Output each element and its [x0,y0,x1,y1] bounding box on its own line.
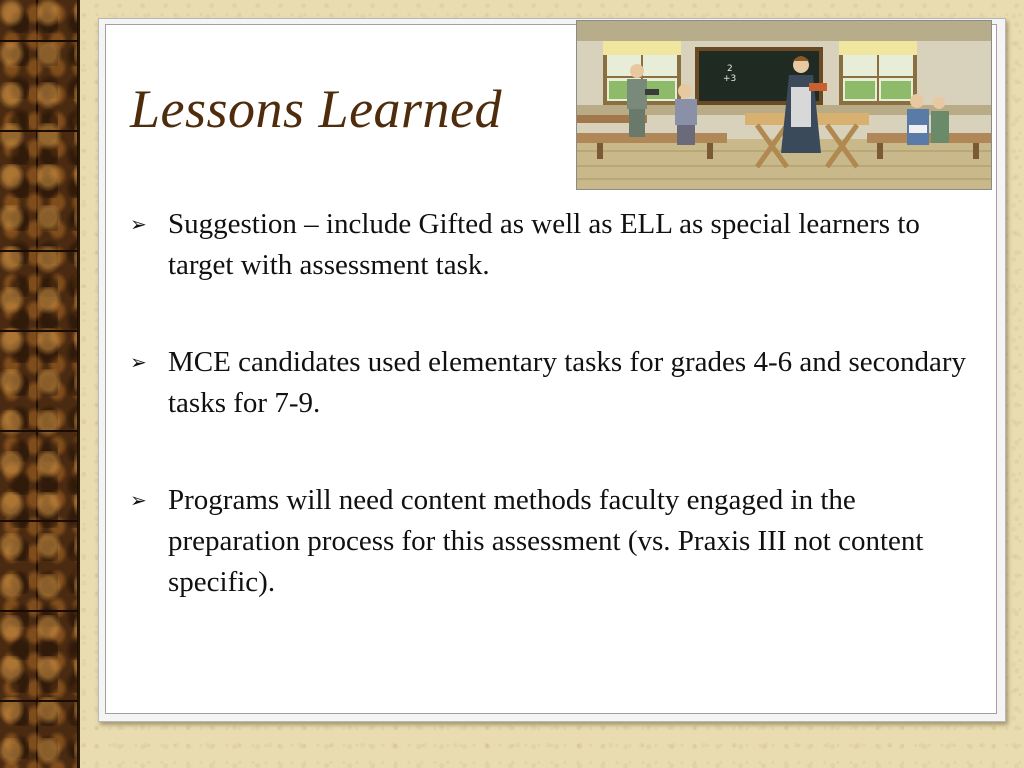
bullet-text: MCE candidates used elementary tasks for grades 4-6 and secondary tasks for 7-9. [168,346,967,419]
arrow-bullet-icon: ➢ [130,488,147,512]
bullet-list [130,204,990,659]
arrow-bullet-icon: ➢ [130,350,147,374]
svg-text:2: 2 [727,64,733,74]
bullet-text: Suggestion – include Gifted as well as ELL as special learners to target with assessment task. [168,208,920,281]
list-item [130,342,990,424]
classroom-illustration [576,20,992,190]
svg-text:+3: +3 [723,74,737,84]
slide-title: Lessons Learned [130,79,503,139]
decorative-wood-border [0,0,80,768]
bullet-text: Programs will need content methods faculty engaged in the preparation process for this assessment (vs. Praxis III not content specific). [168,484,924,598]
list-item [130,204,990,286]
arrow-bullet-icon: ➢ [130,212,147,236]
list-item [130,480,990,603]
